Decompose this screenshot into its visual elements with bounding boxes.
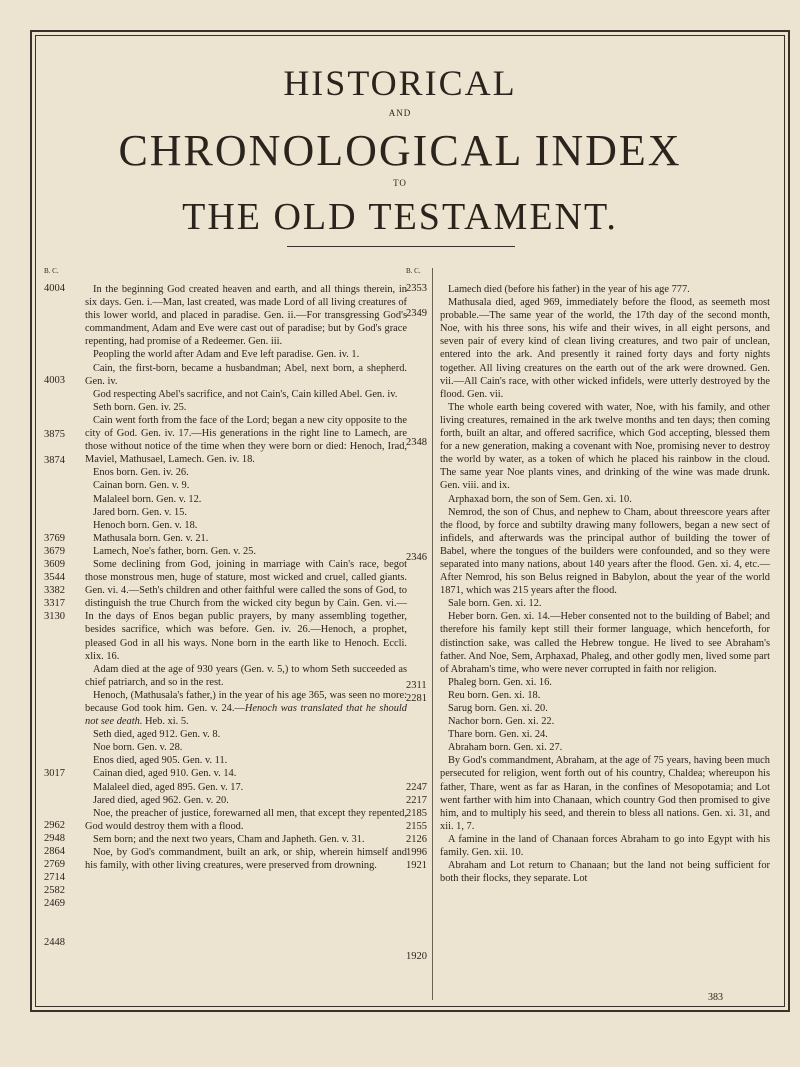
entry-seth-died: Seth died, aged 912. Gen. v. 8. [93,729,221,741]
entry-cain-city: Cain went forth from the face of the Lord; began a new city opposite to the city of God. Gen. iv. 17.—His generations in the right line to Lamech, are those without notice of the time when they were born or died: Henoch, Irad, Maviel, Mathusael, Lamech. Gen. iv. 18. [85,414,407,466]
year-2714: 2714 [44,872,65,883]
year-2582: 2582 [44,885,65,896]
entry-arphaxad-born: Arphaxad born, the son of Sem. Gen. xi. 10. [448,493,632,505]
year-2126: 2126 [406,834,427,845]
year-2155: 2155 [406,821,427,832]
column-divider [432,268,433,1000]
entry-abel-killed: God respecting Abel's sacrifice, and not Cain's, Cain killed Abel. Gen. iv. [93,388,398,400]
title-and: AND [388,108,412,118]
year-2346: 2346 [406,552,427,563]
entry-cainan-died: Cainan died, aged 910. Gen. v. 14. [93,768,237,780]
left-column [85,265,407,872]
year-1996: 1996 [406,847,427,858]
entry-cain-abel: Cain, the first-born, became a husbandman; Abel, next born, a shepherd. Gen. iv. [85,362,407,387]
entry-jared-died: Jared died, aged 962. Gen. v. 20. [93,794,229,806]
entry-ark-built: Noe, by God's commandment, built an ark, or ship, wherein himself and his family, with other living creatures, were preserved from drowning. [85,847,407,872]
entry-abraham-lot-return: Abraham and Lot return to Chanaan; but the land not being sufficient for both their flocks, they separate. Lot [440,860,770,885]
entry-abraham-born: Abraham born. Gen. xi. 27. [448,742,563,754]
year-3609: 3609 [44,559,65,570]
page-number: 383 [708,992,723,1003]
year-2864: 2864 [44,846,65,857]
henoch-text: Henoch, (Mathusala's father,) in the year of his age 365, was seen no more: because God took him. Gen. v. 24.— [85,689,407,714]
year-3017: 3017 [44,768,65,779]
year-2353: 2353 [406,283,427,294]
year-3130: 3130 [44,611,65,622]
entry-abraham-calling: By God's commandment, Abraham, at the age of 75 years, having been much persecuted for religion, went forth out of his country, Chaldea; whereupon his father, Thare, went as far as Haran, in the confines of Mesopotamia; and Lot went farther with him into Chanaan, which country God then promised to give him, and to multiply his seed, and therein to bless all nations. Gen. xi. 31, and xii. 1, 7. [440,755,770,832]
year-3874: 3874 [44,455,65,466]
entry-noe-preacher: Noe, the preacher of justice, forewarned all men, that except they repented, God would destroy them with a flood. [85,807,407,832]
entry-cainan-born: Cainan born. Gen. v. 9. [93,480,190,492]
entry-enos-died: Enos died, aged 905. Gen. v. 11. [93,755,228,767]
year-2247: 2247 [406,782,427,793]
title-old-testament: THE OLD TESTAMENT. [182,196,618,238]
entry-henoch-born: Henoch born. Gen. v. 18. [93,519,198,531]
entry-creation: In the beginning God created heaven and earth, and all things therein, in six days. Gen. i.—Man, last created, was made Lord of all living creatures of this lower world, and placed in paradise. Gen. ii.—For transgressing God's commandment, Adam and Eve were cast out of paradise; but by God's grace repenting, had promise of a Redeemer. Gen. iii. [85,284,407,348]
title-rule [287,246,515,247]
bc-label-right: B. C. [406,267,421,275]
year-1921: 1921 [406,860,427,871]
entry-mathusala-born: Mathusala born. Gen. v. 21. [93,532,209,544]
year-2349: 2349 [406,308,427,319]
entry-noe-born: Noe born. Gen. v. 28. [93,742,183,754]
entry-famine: A famine in the land of Chanaan forces Abraham to go into Egypt with his family. Gen. xii. 10. [440,833,770,859]
year-2311: 2311 [406,680,427,691]
year-2217: 2217 [406,795,427,806]
entry-reu-born: Reu born. Gen. xi. 18. [448,689,541,701]
year-3769: 3769 [44,533,65,544]
year-2448: 2448 [44,937,65,948]
year-2185: 2185 [406,808,427,819]
year-1920: 1920 [406,951,427,962]
entry-nemrod-babel: Nemrod, the son of Chus, and nephew to Cham, about threescore years after the flood, by force and subtilty drawing many followers, began a new sect of infidels, and afterwards was the principal author of building the tower of Babel, where the tongues of the builders were confounded, and so they were separated into many nations, about 140 years after the flood. Gen. xi. 4, etc.—After Nemrod, his son Belus reigned in Babylon, about the year of the world 1871, which was 215 years after the flood. [440,506,770,597]
year-4003: 4003 [44,375,65,386]
right-column [440,265,770,885]
entry-seth-born: Seth born. Gen. iv. 25. [93,401,187,413]
entry-lamech-died: Lamech died (before his father) in the year of his age 777. [448,284,690,295]
henoch-ref: Heb. xi. 5. [142,716,189,728]
entry-sarug-born: Sarug born. Gen. xi. 20. [448,703,548,714]
entry-peopling: Peopling the world after Adam and Eve left paradise. Gen. iv. 1. [93,349,360,361]
title-historical: HISTORICAL [283,63,517,103]
entry-henoch-translated [85,689,407,728]
year-3679: 3679 [44,546,65,557]
entry-giants: Some declining from God, joining in marriage with Cain's race, begot those monstrous men, huge of stature, most wicked and cruel, called giants. Gen. vi. 4.—Seth's children and other faithful were called the sons of God, to distinguish the true Church from the wicked city begun by Cain. Gen. vi.—In the days of Enos began public prayers, by many assembling together, besides sacrifice, which was before. Gen. iv. 26.—Henoch, a prophet, pleased God in all his ways. None born in the earth like to Henoch. Eccli. xlix. 16. [85,558,407,662]
entry-adam-died: Adam died at the age of 930 years (Gen. v. 5,) to whom Seth succeeded as chief patriarch, and so in the rest. [85,663,407,688]
year-4004: 4004 [44,283,65,294]
entry-sem-born: Sem born; and the next two years, Cham and Japheth. Gen. v. 31. [93,833,365,845]
entry-covenant: The whole earth being covered with water, Noe, with his family, and other living creatures, remained in the ark twelve months and ten days; then coming forth, built an altar, and offered sacrifice, which God accepting, blessed them for a new generation, making a covenant with Noe, promising never to destroy the world by water, as a token of which he placed his rainbow in the cloud. The same year Noe plants vines, and drinking of the wine was made drunk. Gen. viii. and ix. [440,401,770,492]
entry-flood: Mathusala died, aged 969, immediately before the flood, as seemeth most probable.—The same year of the world, the 17th day of the second month, Noe, with his three sons, his wife and their wives, in all eight persons, and seven pair of every kind of clean living creatures, and two pair of unclean, entered into the ark. And presently it rained forty days and forty nights together. All living creatures on the earth out of the ark were drowned. Gen. vii.—All Cain's race, with other wicked infidels, were utterly destroyed by the flood. Gen. vii. [440,297,770,400]
entry-malaleel-born: Malaleel born. Gen. v. 12. [93,493,202,505]
year-3875: 3875 [44,429,65,440]
entry-heber-born: Heber born. Gen. xi. 14.—Heber consented not to the building of Babel; and therefore his family kept still their former language, which henceforth, for distinction sake, was called the Hebrew tongue. He lived to see Abraham's father. And Noe, Sem, Arphaxad, Phaleg, and other godly men, lived some part of Abraham's time, who were never corrupted in faith nor religion. [440,611,770,675]
year-3382: 3382 [44,585,65,596]
year-2348: 2348 [406,437,427,448]
entry-malaleel-died: Malaleel died, aged 895. Gen. v. 17. [93,781,244,793]
entry-enos-born: Enos born. Gen. iv. 26. [93,467,189,479]
henoch-italic: Henoch was translated that he should not see death. [85,703,407,728]
year-3544: 3544 [44,572,65,583]
entry-thare-born: Thare born. Gen. xi. 24. [448,729,548,741]
year-2281: 2281 [406,693,427,704]
entry-lamech-born: Lamech, Noe's father, born. Gen. v. 25. [93,545,256,557]
entry-sale-born: Sale born. Gen. xi. 12. [448,598,542,610]
year-3317: 3317 [44,598,65,609]
year-2769: 2769 [44,859,65,870]
entry-jared-born: Jared born. Gen. v. 15. [93,506,187,518]
year-2962: 2962 [44,820,65,831]
year-2948: 2948 [44,833,65,844]
entry-phaleg-born: Phaleg born. Gen. xi. 16. [448,676,552,688]
year-2469: 2469 [44,898,65,909]
title-to: TO [393,178,407,188]
bc-label-left: B. C. [44,267,59,275]
entry-nachor-born: Nachor born. Gen. xi. 22. [448,716,555,728]
title-chronological-index: CHRONOLOGICAL INDEX [118,126,682,175]
